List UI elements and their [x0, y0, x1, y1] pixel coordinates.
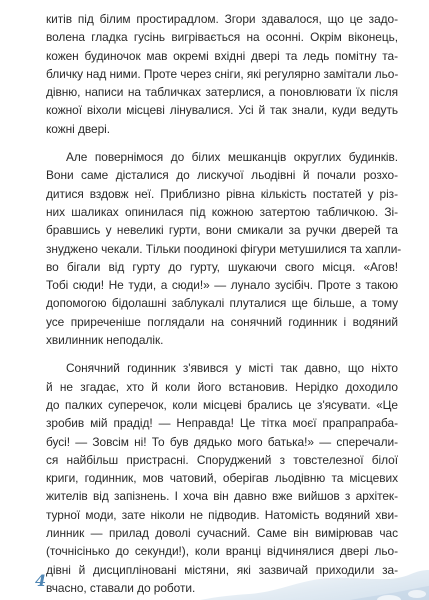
text-line: линник — прилад доволі сучасний. Саме він вимірював час [46, 526, 398, 541]
text-line: во бігали від гурту до гурту, шукаючи свого місця. «Агов! [46, 259, 398, 274]
page-number: 4 [35, 571, 47, 590]
text-line: ся найбільш пристрасні. Споруджений з товстелезної білої [46, 452, 398, 467]
text-line: до палких суперечок, коли місцеві брались це з'ясувати. «Це [46, 397, 398, 412]
text-line: волена гладка гусінь вигрівається на осонні. Окрім віконець, [46, 30, 398, 45]
text-line: кожної віхоли місцеві лінувалися. Усі й так знали, куди ведуть [46, 103, 398, 118]
text-line: й не згадає, хто й коли його встановив. Нерідко доходило [46, 379, 398, 394]
text-line: кожен будиночок мав окремі вхідні двері та ледь помітну та- [46, 48, 398, 63]
text-line: усе приреченіше поглядали на сонячний годинник і водяний [46, 314, 398, 329]
text-line: дитися вздовж неї. Приблизно рівна кількість постатей у різ- [46, 186, 398, 201]
text-line: бусі! — Зовсім ні! То був дядько мого батька!» — сперечали- [46, 434, 398, 449]
text-line: знуджено чекали. Тільки поодинокі фігури метушилися та хапли- [46, 241, 402, 256]
text-line: кожні двері. [46, 121, 110, 136]
text-line: зробив мій прадід! — Неправда! Це тітка моєї прапрапраба- [46, 416, 398, 431]
text-line: вчасно, ставали до роботи. [46, 580, 196, 595]
text-line: жителів від запізнень. І хоча він давно вже вийшов з архітек- [46, 489, 398, 504]
text-line: них шаликах опинилася під кожною затертою табличкою. Зі- [46, 204, 398, 219]
text-line: бличку над ними. Проте через сніги, які регулярно замітали льо- [46, 66, 399, 81]
paragraph-3 [46, 359, 398, 597]
text-line: китів під білим простирадлом. Згори здавалося, що це задо- [46, 12, 398, 26]
paragraph-1 [46, 10, 398, 138]
text-line: дівні й дисципліновані містяни, які зазвичай приходили за- [46, 562, 398, 577]
text-line: Але повернімося до білих мешканців округлих будинків. [66, 150, 398, 165]
text-line: бравшись у невеликі гурти, вони смикали за ручки дверей та [46, 223, 398, 238]
text-line: допомогою бідолашні заблукалі плуталися ще більше, а тому [46, 296, 398, 311]
text-line: Сонячний годинник з'явився у місті так давно, що ніхто [66, 361, 398, 376]
text-line: турної моди, зате ніколи не підводив. Натомість водяний хви- [46, 507, 398, 522]
text-line: Тобі сюди! Не туди, а сюди!» — лунало зусібіч. Проте з такою [46, 278, 398, 293]
text-line: (точнісінько до секунди!), коли вранці відчинялися двері льо- [46, 544, 398, 559]
body-text [46, 10, 402, 597]
text-line: дівню, написи на табличках затерлися, а поновлювати їх після [46, 85, 398, 100]
text-line: криги, годинник, мов чатовий, оберігав льодівню та місцевих [46, 471, 398, 486]
text-line: хвилинник неподалік. [46, 333, 164, 348]
watercolor-illustration [149, 566, 429, 600]
text-line: Вони саме дісталися до лискучої льодівні й почали розхо- [46, 168, 398, 183]
paragraph-2 [46, 148, 402, 349]
